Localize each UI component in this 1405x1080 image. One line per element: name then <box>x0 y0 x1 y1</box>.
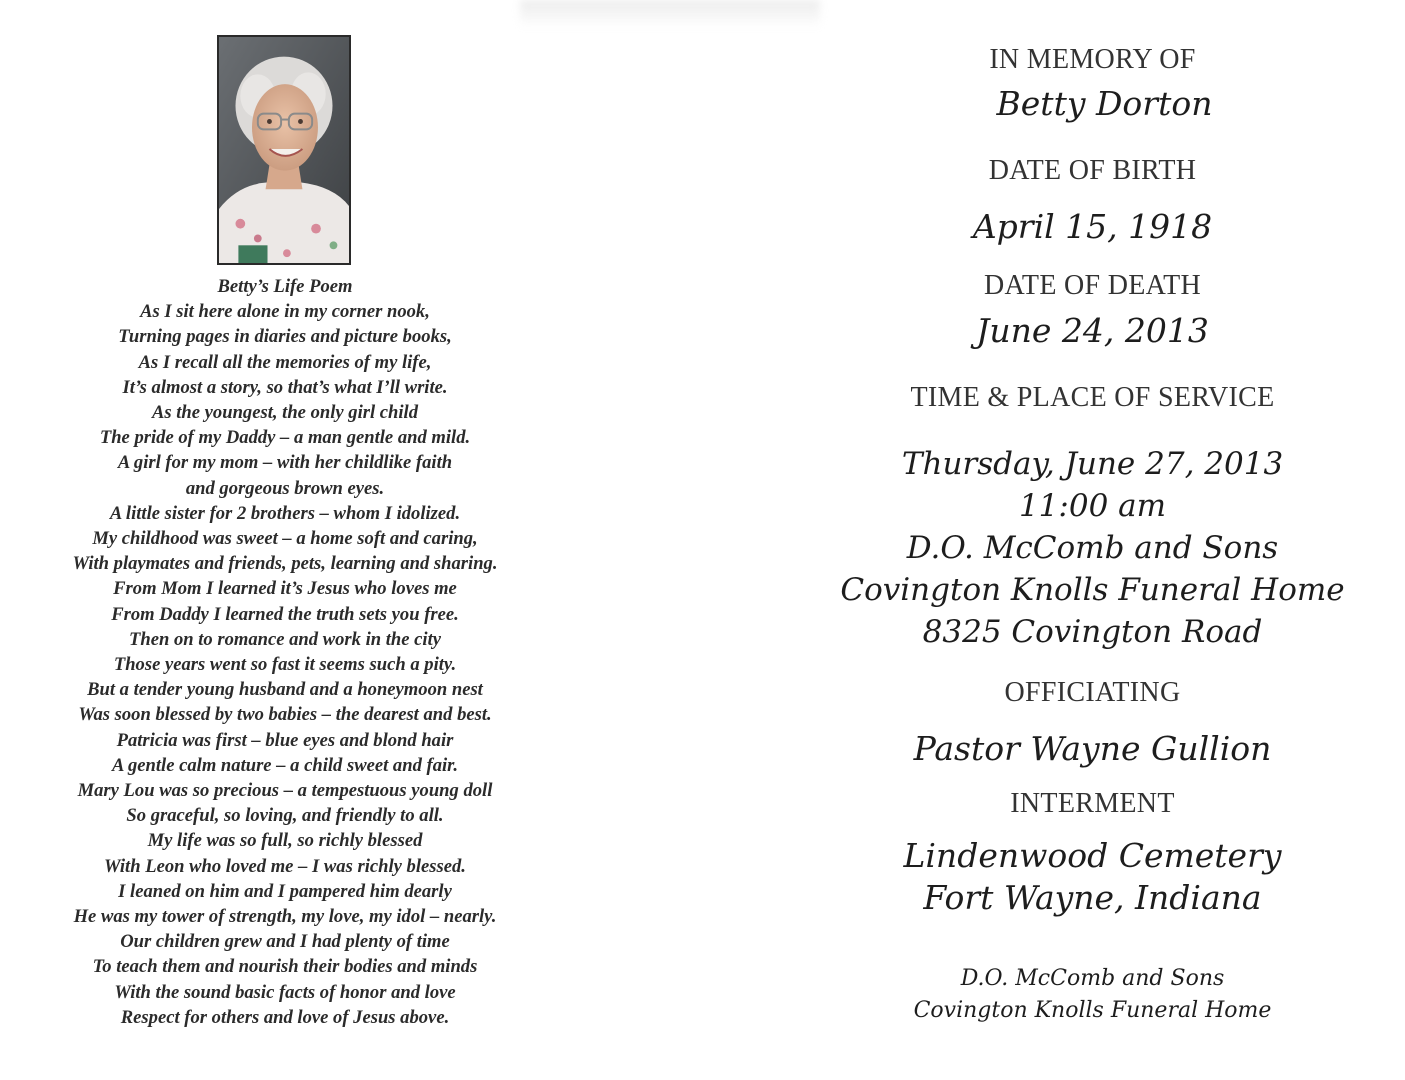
footer-line1: D.O. McComb and Sons <box>960 966 1225 991</box>
poem-line: The pride of my Daddy – a man gentle and mild. <box>99 427 471 449</box>
poem-line: He was my tower of strength, my love, my idol – nearly. <box>73 906 497 928</box>
poem-line: Mary Lou was so precious – a tempestuous young doll <box>77 780 493 802</box>
interment-heading: INTERMENT <box>1010 788 1175 819</box>
footer-line2: Covington Knolls Funeral Home <box>913 998 1272 1023</box>
service-heading: TIME & PLACE OF SERVICE <box>910 382 1275 413</box>
portrait-photo <box>217 35 351 265</box>
poem-line: Patricia was first – blue eyes and blond hair <box>116 729 454 751</box>
poem-line: With the sound basic facts of honor and love <box>114 981 456 1003</box>
service-address: 8325 Covington Road <box>922 614 1263 650</box>
cemetery-location: Fort Wayne, Indiana <box>923 878 1262 917</box>
service-time: 11:00 am <box>1018 488 1167 524</box>
poem-line: So graceful, so loving, and friendly to all. <box>126 805 444 827</box>
poem-line: Our children grew and I had plenty of time <box>120 931 450 953</box>
service-date: Thursday, June 27, 2013 <box>901 446 1284 482</box>
poem-line: As the youngest, the only girl child <box>151 402 419 424</box>
left-panel <box>0 0 570 1080</box>
life-poem <box>20 274 550 1030</box>
poem-line: Respect for others and love of Jesus above. <box>120 1006 450 1028</box>
poem-line: Turning pages in diaries and picture books, <box>118 326 452 348</box>
poem-line: Then on to romance and work in the city <box>129 628 441 650</box>
poem-title: Betty’s Life Poem <box>217 276 353 297</box>
poem-line: A gentle calm nature – a child sweet and fair. <box>111 754 459 776</box>
officiant-name: Pastor Wayne Gullion <box>913 729 1272 768</box>
poem-line: Was soon blessed by two babies – the dearest and best. <box>78 704 492 726</box>
poem-line: With playmates and friends, pets, learning and sharing. <box>72 553 498 575</box>
cemetery-name: Lindenwood Cemetery <box>903 836 1282 875</box>
poem-line: I leaned on him and I pampered him dearly <box>118 880 452 902</box>
poem-line: A girl for my mom – with her childlike faith <box>117 452 453 474</box>
officiating-heading: OFFICIATING <box>1004 677 1181 708</box>
birth-heading: DATE OF BIRTH <box>988 155 1197 186</box>
death-heading: DATE OF DEATH <box>983 270 1201 301</box>
service-home-line1: D.O. McComb and Sons <box>906 530 1279 566</box>
poem-line: It’s almost a story, so that’s what I’ll write. <box>122 376 448 398</box>
birth-date: April 15, 1918 <box>972 207 1213 246</box>
service-home-line2: Covington Knolls Funeral Home <box>840 572 1345 608</box>
poem-line: As I sit here alone in my corner nook, <box>140 301 430 323</box>
poem-line: As I recall all the memories of my life, <box>138 351 432 373</box>
death-date: June 24, 2013 <box>976 311 1209 350</box>
poem-line: From Daddy I learned the truth sets you free. <box>111 603 459 625</box>
portrait-image <box>219 37 349 263</box>
poem-line: My life was so full, so richly blessed <box>147 830 423 852</box>
poem-line: From Mom I learned it’s Jesus who loves me <box>113 578 457 600</box>
poem-line: To teach them and nourish their bodies and minds <box>92 956 478 978</box>
poem-line: and gorgeous brown eyes. <box>185 477 385 499</box>
poem-line: A little sister for 2 brothers – whom I idolized. <box>109 502 461 524</box>
right-panel <box>780 0 1405 1080</box>
in-memory-heading: IN MEMORY OF <box>989 44 1196 75</box>
poem-line: Those years went so fast it seems such a pity. <box>113 654 457 676</box>
poem-line: My childhood was sweet – a home soft and caring, <box>92 528 478 550</box>
poem-line: But a tender young husband and a honeymoon nest <box>87 679 483 701</box>
poem-line: With Leon who loved me – I was richly blessed. <box>104 855 466 877</box>
deceased-name: Betty Dorton <box>996 84 1213 123</box>
